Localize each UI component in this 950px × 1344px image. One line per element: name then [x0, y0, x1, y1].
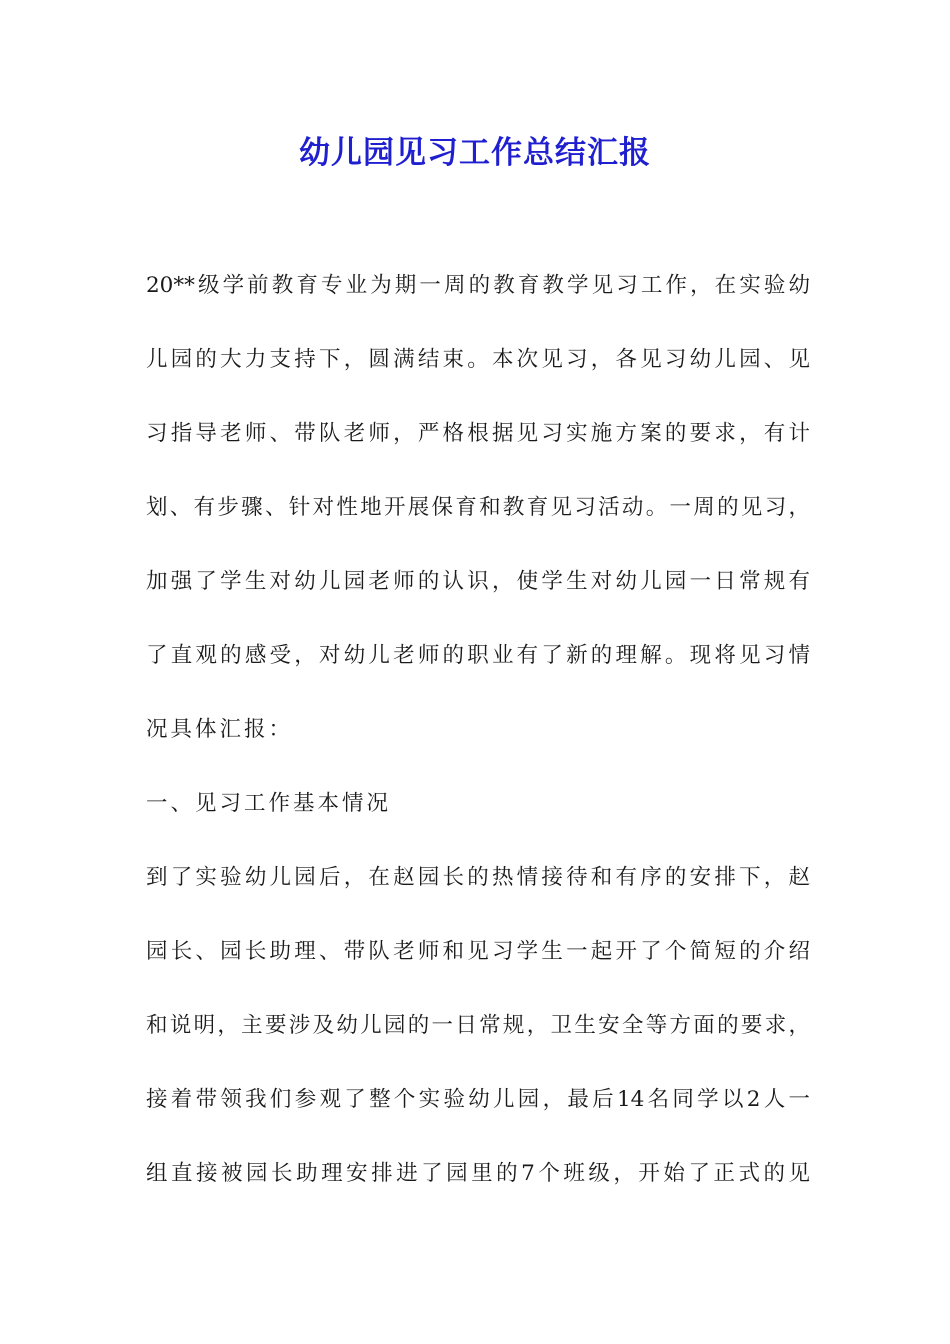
- paragraph-line: 和说明，主要涉及幼儿园的一日常规，卫生安全等方面的要求，: [146, 1013, 810, 1038]
- paragraph-line: 了直观的感受，对幼儿老师的职业有了新的理解。现将见习情: [146, 643, 810, 668]
- paragraph-line: 儿园的大力支持下，圆满结束。本次见习，各见习幼儿园、见: [146, 347, 810, 372]
- paragraph-line: 园长、园长助理、带队老师和见习学生一起开了个简短的介绍: [146, 939, 810, 964]
- paragraph-line: 组直接被园长助理安排进了园里的7个班级，开始了正式的见: [146, 1161, 810, 1186]
- section-heading-text: 一、见习工作基本情况: [146, 791, 392, 816]
- document-title: 幼儿园见习工作总结汇报: [299, 135, 651, 171]
- paragraph-line: 接着带领我们参观了整个实验幼儿园，最后14名同学以2人一: [146, 1087, 810, 1112]
- paragraph-line: 到了实验幼儿园后，在赵园长的热情接待和有序的安排下，赵: [146, 865, 810, 890]
- paragraph-line: 20**级学前教育专业为期一周的教育教学见习工作，在实验幼: [146, 273, 810, 298]
- paragraph-line: 加强了学生对幼儿园老师的认识，使学生对幼儿园一日常规有: [146, 569, 810, 594]
- paragraph-line: 习指导老师、带队老师，严格根据见习实施方案的要求，有计: [146, 421, 810, 446]
- paragraph-line: 况具体汇报：: [146, 717, 294, 742]
- paragraph-line: 划、有步骤、针对性地开展保育和教育见习活动。一周的见习，: [146, 495, 810, 520]
